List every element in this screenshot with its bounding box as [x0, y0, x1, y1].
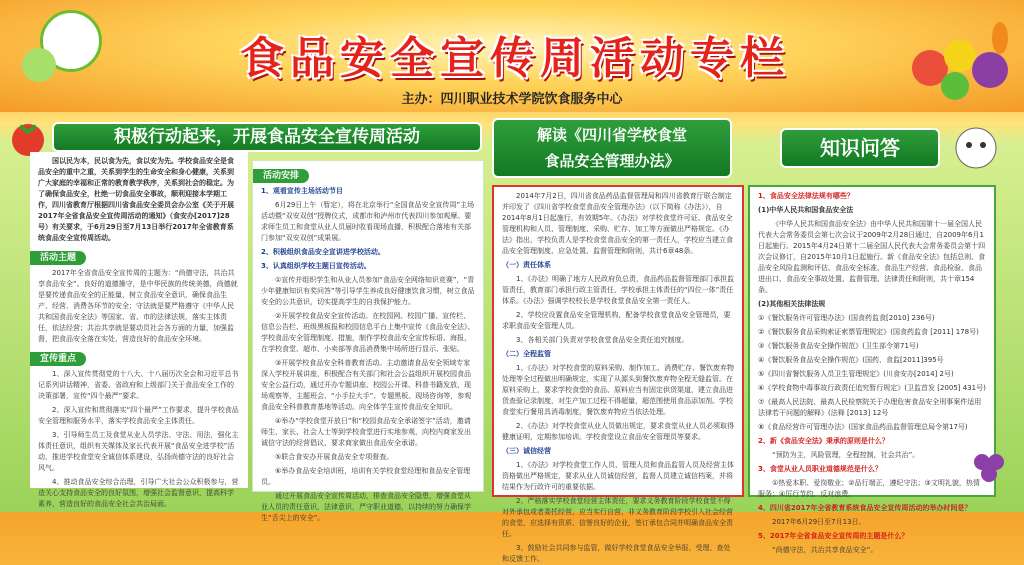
regulation-paragraph: 3、各相关部门负责对学校食堂食品安全责任追究制度。 — [516, 336, 689, 344]
answer-heading: (1)中华人民共和国食品安全法 — [758, 206, 854, 214]
law-item: ③《餐饮服务食品安全操作规范》(卫生部令第71号) — [758, 342, 919, 350]
doctor-mascot-icon — [946, 118, 1006, 184]
quiz-question: 2、新《食品安全法》秉承的原则是什么？ — [758, 437, 889, 445]
schedule-item: ④举办“学校食堂开放日”和“校园食品安全承诺签字”活动，邀请师生、家长、社会人士等到学校食堂进行实地参观，向校内商家发出诚信守法的经营倡议，要求商家做出食品安全承诺。 — [261, 417, 471, 447]
banner-middle — [492, 118, 732, 178]
regulation-paragraph: 2、学校应设置食品安全管理机构，配备学校食堂食品安全管理员，要求职食品安全管理人员。 — [502, 311, 731, 330]
focus-item: 2、深入宣传和贯彻落实“四个最严”工作要求，提升学校食品安全管理和服务水平，落实学校食品安全主体责任。 — [38, 406, 239, 425]
law-item: ①《餐饮服务许可管理办法》(国食药监食[2010] 236号) — [758, 314, 935, 322]
schedule-item: 1、观看宣传主场活动节目 — [261, 187, 343, 195]
quiz-question: 5、2017年全省食品安全宣传周的主题是什么？ — [758, 532, 909, 540]
law-item: ⑤《四川省餐饮服务人员卫生管理规定》(川食安办[2014] 2号) — [758, 370, 954, 378]
section-label-focus: 宣传重点 — [30, 352, 86, 366]
column-campaign — [30, 152, 248, 508]
banner-middle-line2: 食品安全管理办法》 — [544, 152, 680, 170]
banner-right: 知识问答 — [780, 128, 940, 168]
law-item: ②《餐饮服务食品采购索证索票管理规定》(国食药监食 [2011] 178号) — [758, 328, 979, 336]
focus-item: 1、深入宣传贯彻党的十八大、十八届历次全会和习近平总书记系列讲话精神，省委、省政府和上级部门关于食品安全工作的决策部署，宣传“四个最严”要求。 — [38, 370, 239, 400]
quiz-answer: “尚德守法，共治共享食品安全”。 — [772, 546, 878, 554]
banner-left: 积极行动起来，开展食品安全宣传周活动 — [52, 122, 482, 152]
column-schedule — [252, 160, 484, 522]
quiz-answer: 2017年6月29日至7月13日。 — [772, 518, 866, 526]
grapes-icon — [962, 432, 1020, 492]
page-title: 食品安全宣传周活动专栏 — [240, 33, 790, 84]
regulation-paragraph: 1、《办法》对学校食堂的原料采购、制作加工、消费贮存、餐饮废弃物处理等全过程做出明确规定，实现了从源头到餐饮废弃物全程无缝监管。在原料采购上，要求学校食堂的食品、原料应当有固定供货渠道，建立食品进货查验记录制度，对生产加工过程不得超量，超范围使用食品添加剂。学校食堂实行餐用具消毒制度，餐饮废弃物应当依法处理。 — [502, 364, 734, 416]
lettuce-icon — [22, 48, 56, 82]
schedule-item: ⑥举办食品安全培训班，培训有关学校食堂经理和食品安全管理员。 — [261, 467, 471, 486]
schedule-item: ⑤联合食安办开展食品安全专项督查。 — [275, 453, 394, 461]
quiz-question: 4、四川省2017年全省教育系统食品安全宣传周活动的举办时间是？ — [758, 504, 972, 512]
regulation-paragraph: 1、《办法》对学校食堂工作人员、管理人员和食品监管人员及经营主体资格做出严格规定，要求从业人员诚信经营，监督人员建立诚信档案，并将结果作为行政许可的重要依据。 — [502, 461, 734, 491]
quiz-answer: 《中华人民共和国食品安全法》由中华人民共和国第十一届全国人民代表大会常务委员会第七次会议于2009年2月28日通过，自2009年6月1日起施行。2015年4月24日第十二届全国人民代表大会常务委员会第十四次会议修订，自2015年10月1日起施行。新《食品安全法》包括总则、食品安全风险监测和评估、食品安全标准、食品生产经营、食品检验、食品进出口、食品安全事故处置、监督管理、法律责任和附则，共十章154条。 — [758, 220, 986, 294]
regulation-intro: 2014年7月2日，四川省食品药品监督管理局和四川省教育厅联合制定并印发了《四川省学校食堂食品安全管理办法》（以下简称《办法》），自2014年8月1日起施行，有效期5年。《办法》对学校食堂许可证、食品安全管理机构和人员、管理制度、采购、贮存、加工等方面做出严格规定。《办法》指出，学校负责人是学校食堂食品安全的第一责任人，学校应当建立食品安全管理制度、应急处置、监督管理和附则，共计6章48条。 — [502, 192, 733, 255]
law-item: ⑧《食品经营许可管理办法》(国家食品药品监督管理总局令第17号) — [758, 423, 968, 431]
focus-item: 3、引导师生员工及食堂从业人员学法、守法、用法，强化主体责任意识，组织有关媒体及家长代表开展“食品安全进学校”活动，推进学校食堂安全诚信体系建设，弘扬尚德守法的良好社会风气。 — [38, 431, 239, 472]
column-quiz — [748, 185, 996, 554]
schedule-item: 6月29日上午（暂定），将在北京举行“全国食品安全宣传周”主场活动暨“双安双创”授牌仪式，成都市和泸州市代表四川参加观摩。要求师生员工和食堂从业人员届时收看现场直播，积极配合落地有关部门参加“双安双创”成果展。 — [261, 201, 475, 242]
schedule-item: 2、积极组织食品安全宣讲进学校活动。 — [261, 248, 385, 256]
quiz-answer: ①热爱本职、爱岗敬业；②品行端正，遵纪守法；③文明礼貌，热情服务；④厉行节约、反对浪费。 — [758, 479, 980, 498]
sub-heading: （一）责任体系 — [502, 261, 551, 269]
answer-heading: (2)其他相关法律法规 — [758, 300, 826, 308]
regulation-paragraph: 2、严格落实学校食堂经营主体责任，要求义务教育阶段学校食堂不得对外承包或者委托经营，应当实行自营，非义务教育阶段学校引入社会经营的食堂，应选择有资质、信誉良好的企业，签订承包合同并明确食品安全责任。 — [502, 497, 733, 538]
law-item: ⑥《学校食物中毒事故行政责任追究暂行规定》(卫监首发 [2005] 431号) — [758, 384, 986, 392]
schedule-item: ③开展学校食品安全科普教育活动。主动邀请食品安全领域专家深入学校开展讲座，积极配合有关部门和社会公益组织开展校园食品安全公益行动，通过开办专题讲座、校园公开课、科普书籍发放、现场观察等，主题班会、“小手拉大手”、专题黑板、现场咨询等，参观食品安全科普教育基地等活动。向全体学生宣传食品安全知识。 — [261, 359, 472, 411]
theme-text: 2017年全省食品安全宣传周的主题为：“尚德守法，共治共享食品安全”。良好的道德操守，是中华民族的传统美德，尚德就是要传递食品安全的正能量，树立食品安全意识，确保食品生产、经营、消费各环节的安全；守法就是要严格遵守《中华人民共和国食品安全法》等国家、省、市的法律法规，落实主体责任，依法经营；共治共享就是要动员社会各方面的力量，加强监督，把食品安全落在实处，营造良好的食品安全环境。 — [38, 269, 238, 343]
sub-heading: （三）诚信经营 — [502, 447, 551, 455]
quiz-question: 1、食品安全法律法规有哪些？ — [758, 192, 854, 200]
section-label-schedule: 活动安排 — [253, 169, 309, 183]
schedule-item: 通过开展食品安全宣传周活动，排查食品安全隐患，增强食堂从业人员的责任意识，法律意识，严守职业道德，以持续的努力确保学生“舌尖上的安全”。 — [261, 492, 471, 522]
schedule-item: ①宣传并组织学生和从业人员参加“食品安全网络知识竞赛”，“青少年健康知识有奖问答”等引导学生养成良好健康饮食习惯，树立食品安全的公共意识，切实提高学生的自我保护能力。 — [261, 276, 475, 306]
campaign-intro: 国以民为本，民以食为先，食以安为先。学校食品安全是食品安全的重中之重，关系到学生的生命安全和身心健康，关系到广大家庭的幸福和正常的教育教学秩序，关系到社会的稳定。为了确保食品安全，杜绝一切食品安全事故，顺利迎接本学期工作，四川省教育厅根据四川省食品安全委员会办公室《关于开展2017年全省食品安全宣传周活动的通知》（食安办[2017]28号）有关要求，于6月29日至7月13日举行2017年全省教育系统食品安全宣传周活动。 — [38, 157, 234, 242]
regulation-paragraph: 3、鼓励社会共同参与监管，做好学校食堂食品安全举报、受理、查处和反馈工作。 — [502, 544, 731, 563]
quiz-question: 3、食堂从业人员职业道德规范是什么？ — [758, 465, 882, 473]
schedule-item: 3、认真组织学校主题日宣传活动。 — [261, 262, 371, 270]
column-regulation — [492, 185, 744, 563]
regulation-paragraph: 1、《办法》明确了地方人民政府负总责，食品药品监督管理部门承担监管责任，教育部门承担行政主管责任，学校承担主体责任的“四位一体”责任体系。《办法》强调学校校长是学校食堂食品安全第一责任人。 — [502, 275, 734, 305]
law-item: ⑦《最高人民法院、最高人民检察院关于办理危害食品安全刑事案件适用法律若干问题的解释》(法释 [2013] 12号 — [758, 398, 982, 417]
quiz-answer: “预防为主，风险管理，全程控制，社会共治”。 — [772, 451, 920, 459]
focus-item: 4、推动食品安全综合治理，引导广大社会公众积极参与，营造关心支持食品安全的良好氛围，增强社会监督意识，提高科学素养，营造良好的食品安全社会共治局面。 — [38, 478, 239, 508]
law-item: ④《餐饮服务食品安全操作规范》(国药、食监[2011]395号 — [758, 356, 944, 364]
regulation-paragraph: 2、《办法》对学校食堂从业人员做出规定，要求食堂从业人员必须取得健康证明，定期参加培训。学校食堂设立食品安全管理员等要求。 — [502, 422, 734, 441]
schedule-item: ②开展学校食品安全宣传活动。在校园网、校园广播、宣传栏、信息公告栏、班级黑板报和校园信息平台上集中宣传《食品安全法》、学校食品安全管理制度、措施，制作学校食品安全宣传标语、海报，在学校食堂、超市、小卖部等食品消费集中场所进行显示、张贴。 — [261, 312, 475, 353]
section-label-theme: 活动主题 — [30, 251, 86, 265]
sponsor-line: 主办：四川职业技术学院饮食服务中心 — [401, 92, 623, 107]
banner-middle-line1: 解读《四川省学校食堂 — [536, 126, 687, 144]
sub-heading: （二）全程监管 — [502, 350, 551, 358]
